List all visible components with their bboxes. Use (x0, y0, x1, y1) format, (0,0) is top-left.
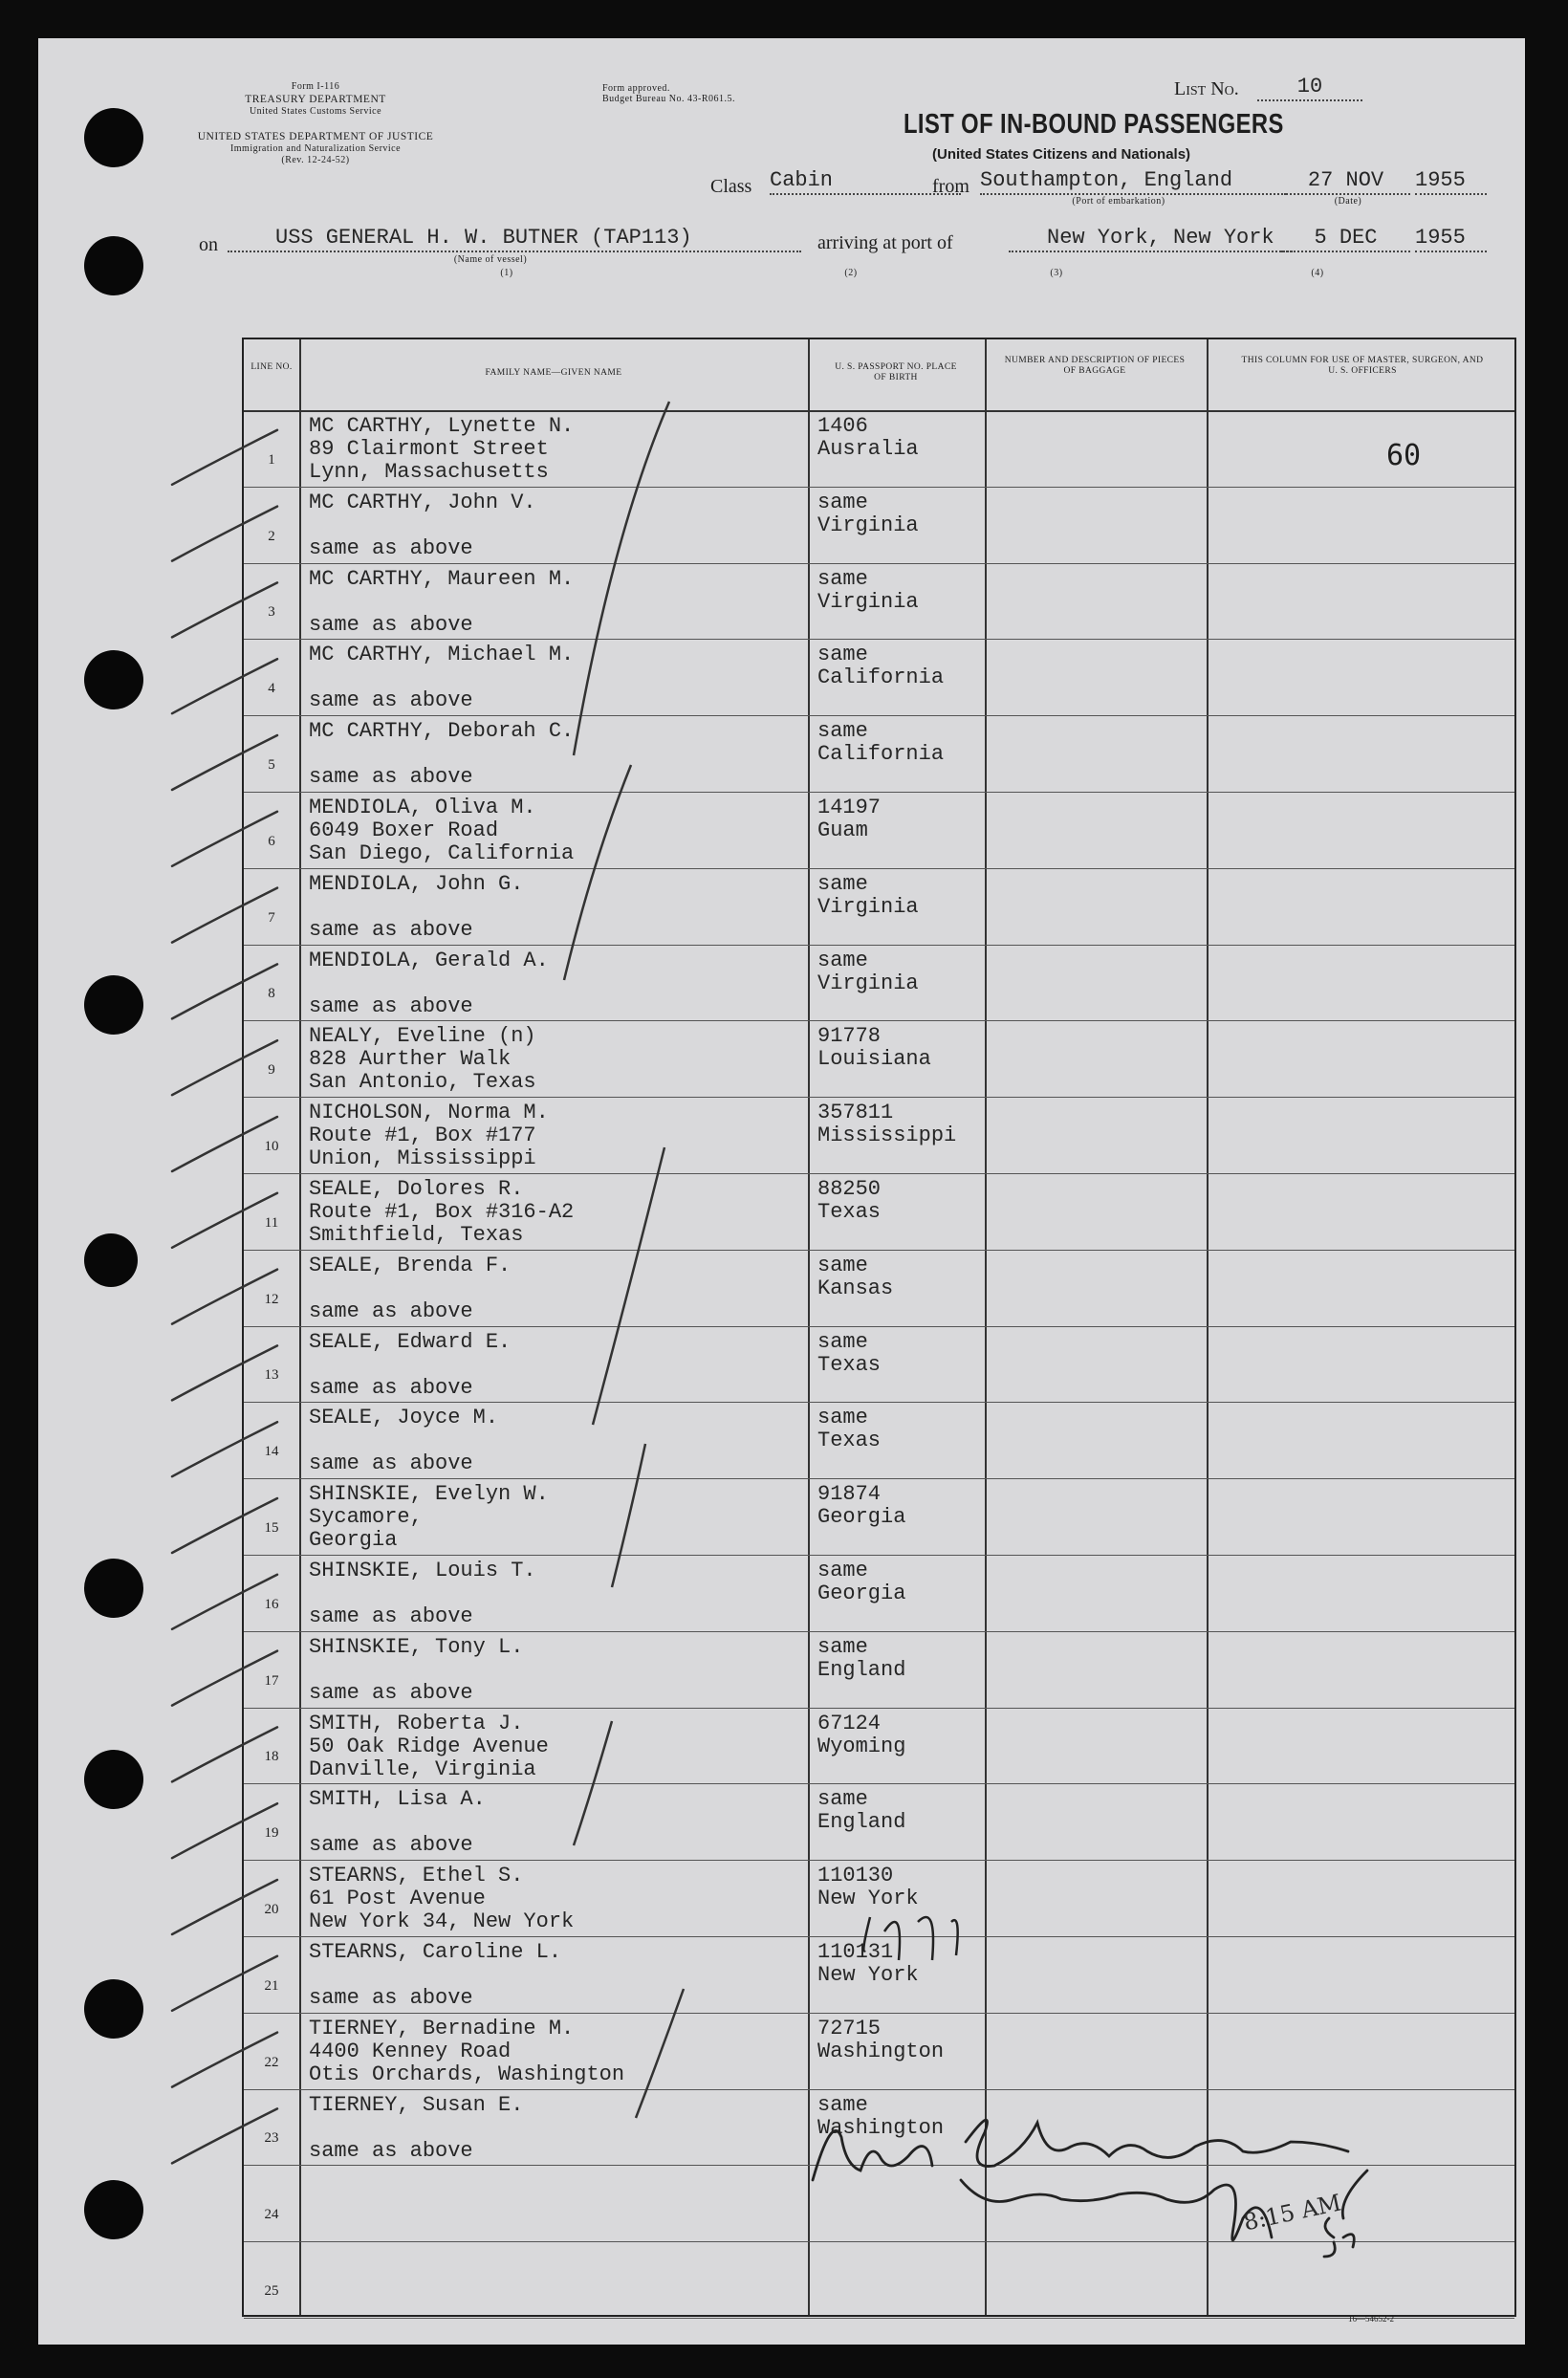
passenger-address: New York 34, New York (309, 1909, 575, 1934)
from-label: from (932, 176, 969, 197)
line-number: 23 (264, 2130, 279, 2147)
passenger-address: Lynn, Massachusetts (309, 460, 549, 484)
passenger-address: Otis Orchards, Washington (309, 2062, 625, 2086)
passenger-address: same as above (309, 1833, 473, 1858)
year-1: 1955 (1415, 168, 1487, 195)
header-name: FAMILY NAME—GIVEN NAME (485, 368, 622, 378)
passport-number: same (817, 1329, 868, 1354)
check-mark (172, 1345, 277, 1400)
check-mark (172, 1880, 277, 1934)
place-of-birth: Virginia (817, 589, 919, 614)
place-of-birth: Texas (817, 1429, 882, 1453)
check-mark (172, 1040, 277, 1095)
line-number: 20 (264, 1902, 279, 1918)
place-of-birth: Virginia (817, 971, 919, 995)
line-number: 24 (264, 2207, 279, 2223)
check-mark (172, 964, 277, 1018)
check-mark (172, 659, 277, 713)
line-number: 7 (268, 909, 275, 926)
passport-number: same (817, 1634, 868, 1659)
passport-number: same (817, 948, 868, 972)
line-number: 22 (264, 2054, 279, 2070)
check-mark (172, 2033, 277, 2087)
check-mark (172, 507, 277, 561)
passenger-address: 6049 Boxer Road (309, 818, 499, 842)
arriving-label: arriving at port of (817, 232, 953, 253)
passport-number: 67124 (817, 1711, 882, 1735)
header-officers: THIS COLUMN FOR USE OF MASTER, SURGEON, AND U. S. OFFICERS (1241, 356, 1484, 376)
passport-number: 88250 (817, 1177, 882, 1201)
passenger-name: SEALE, Brenda F. (309, 1253, 512, 1277)
passenger-name: TIERNEY, Susan E. (309, 2092, 524, 2117)
place-of-birth: New York (817, 1887, 919, 1911)
passenger-name: SHINSKIE, Evelyn W. (309, 1482, 549, 1507)
header-line-no: LINE NO. (250, 362, 293, 372)
passenger-address: Danville, Virginia (309, 1756, 536, 1781)
check-mark (172, 2108, 277, 2163)
line-number: 13 (264, 1367, 279, 1384)
line-number: 18 (264, 1749, 279, 1765)
line-number: 9 (268, 1062, 275, 1079)
budget-number: Budget Bureau No. 43-R061.5. (602, 94, 735, 104)
passport-number: 110130 (817, 1864, 894, 1888)
list-no-value: 10 (1257, 75, 1362, 101)
line-number: 15 (264, 1520, 279, 1537)
check-mark (172, 430, 277, 485)
check-mark (172, 1803, 277, 1858)
passport-number: same (817, 871, 868, 896)
check-mark (172, 1498, 277, 1553)
bracket-stroke (574, 1721, 612, 1845)
form-approved: Form approved. (602, 83, 670, 94)
vessel-caption: (Name of vessel) (453, 254, 528, 265)
passenger-address: same as above (309, 2138, 473, 2163)
passenger-address: same as above (309, 1604, 473, 1628)
from-caption: (Port of embarkation) (1072, 196, 1165, 207)
passport-number: same (817, 719, 868, 744)
header-passport: U. S. PASSPORT NO. PLACE OF BIRTH (835, 362, 957, 382)
passport-number: 72715 (817, 2016, 882, 2040)
passenger-address: 4400 Kenney Road (309, 2039, 512, 2063)
line-number: 10 (264, 1139, 279, 1155)
passenger-name: MENDIOLA, Oliva M. (309, 796, 536, 819)
handwritten-passport-110131 (863, 1917, 957, 1960)
passenger-address: 50 Oak Ridge Avenue (309, 1734, 549, 1758)
signature-time: 8:15 AM (1241, 2189, 1344, 2236)
passenger-name: STEARNS, Ethel S. (309, 1864, 524, 1888)
col-marker-2: (2) (844, 268, 858, 278)
passenger-address: same as above (309, 612, 473, 637)
line-number: 17 (264, 1672, 279, 1689)
customs-label: United States Customs Service (249, 106, 382, 117)
place-of-birth: Washington (817, 2115, 945, 2140)
date-value: 27 NOV (1281, 168, 1410, 195)
passport-number: 91778 (817, 1024, 882, 1049)
line-number: 8 (268, 986, 275, 1002)
bracket-stroke (593, 1147, 664, 1425)
line-number: 21 (264, 1977, 279, 1994)
check-mark (172, 582, 277, 637)
document-title: LIST OF IN-BOUND PASSENGERS (904, 109, 1284, 140)
passenger-address: same as above (309, 917, 473, 942)
passport-number: same (817, 1406, 868, 1430)
line-number: 1 (268, 451, 275, 468)
passenger-name: MC CARTHY, Michael M. (309, 643, 575, 667)
passenger-name: MC CARTHY, Maureen M. (309, 566, 575, 591)
place-of-birth: Louisiana (817, 1047, 931, 1072)
place-of-birth: California (817, 665, 945, 690)
passenger-address: Georgia (309, 1528, 398, 1553)
line-number: 11 (264, 1214, 279, 1231)
place-of-birth: Washington (817, 2039, 945, 2063)
form-number: Form I-116 (291, 81, 340, 92)
year-2: 1955 (1415, 226, 1487, 252)
on-label: on (199, 234, 218, 255)
passenger-address: same as above (309, 1986, 473, 2010)
passenger-address: Union, Mississippi (309, 1146, 536, 1171)
passenger-name: SEALE, Joyce M. (309, 1406, 499, 1430)
place-of-birth: Virginia (817, 894, 919, 919)
check-mark (172, 1422, 277, 1476)
check-mark (172, 1956, 277, 2011)
col-marker-3: (3) (1050, 268, 1063, 278)
place-of-birth: Kansas (817, 1276, 894, 1300)
document-subtitle: (United States Citizens and Nationals) (932, 146, 1191, 163)
revision-label: (Rev. 12-24-52) (281, 155, 350, 165)
bracket-stroke (564, 765, 631, 980)
line-number: 19 (264, 1825, 279, 1842)
passport-number: same (817, 566, 868, 591)
place-of-birth: California (817, 742, 945, 767)
passenger-name: SMITH, Lisa A. (309, 1787, 486, 1812)
passenger-name: SHINSKIE, Tony L. (309, 1634, 524, 1659)
check-mark (172, 1117, 277, 1171)
justice-label: UNITED STATES DEPARTMENT OF JUSTICE (197, 131, 434, 142)
check-mark (172, 1727, 277, 1781)
passenger-address: Sycamore, (309, 1505, 423, 1530)
passenger-address: same as above (309, 1375, 473, 1400)
passport-number: 110131 (817, 1940, 894, 1964)
line-number: 25 (264, 2283, 279, 2300)
passenger-address: 61 Post Avenue (309, 1887, 486, 1911)
passenger-address: San Antonio, Texas (309, 1070, 536, 1095)
footer-code: 16—54652-2 (1348, 2314, 1394, 2323)
place-of-birth: Wyoming (817, 1734, 906, 1758)
place-of-birth: Virginia (817, 513, 919, 537)
check-mark (172, 1270, 277, 1324)
passenger-name: MC CARTHY, Deborah C. (309, 719, 575, 744)
passenger-address: San Diego, California (309, 841, 575, 865)
check-mark (172, 812, 277, 866)
passenger-address: same as above (309, 765, 473, 790)
passenger-address: same as above (309, 993, 473, 1018)
officer-note: 60 (1386, 439, 1422, 472)
passenger-name: SMITH, Roberta J. (309, 1711, 524, 1735)
place-of-birth: Georgia (817, 1582, 906, 1605)
class-label: Class (710, 176, 752, 197)
place-of-birth: Mississippi (817, 1124, 957, 1148)
passenger-name: MC CARTHY, John V. (309, 490, 536, 514)
line-number: 6 (268, 833, 275, 849)
line-number: 3 (268, 604, 275, 621)
passport-number: 14197 (817, 796, 882, 819)
passenger-name: SHINSKIE, Louis T. (309, 1559, 536, 1582)
check-mark (172, 735, 277, 790)
check-mark (172, 1651, 277, 1706)
passenger-address: Smithfield, Texas (309, 1223, 524, 1247)
line-number: 12 (264, 1291, 279, 1307)
passenger-address: same as above (309, 1298, 473, 1323)
passenger-name: NICHOLSON, Norma M. (309, 1101, 549, 1125)
bracket-stroke (636, 1989, 684, 2118)
check-mark (172, 1193, 277, 1248)
place-of-birth: New York (817, 1963, 919, 1987)
from-value: Southampton, England (980, 168, 1286, 195)
class-value: Cabin (770, 168, 961, 195)
bracket-stroke (612, 1444, 645, 1587)
header-baggage: NUMBER AND DESCRIPTION OF PIECES OF BAGGAGE (1004, 356, 1186, 376)
check-mark (172, 1575, 277, 1629)
vessel-name: USS GENERAL H. W. BUTNER (TAP113) (228, 226, 801, 252)
place-of-birth: Texas (817, 1352, 882, 1377)
passport-number: same (817, 490, 868, 514)
place-of-birth: Guam (817, 818, 868, 842)
place-of-birth: Georgia (817, 1505, 906, 1530)
passenger-address: same as above (309, 535, 473, 560)
place-of-birth: England (817, 1810, 906, 1835)
port-value: New York, New York (1009, 226, 1296, 252)
passenger-name: MC CARTHY, Lynette N. (309, 414, 575, 438)
date-caption: (Date) (1334, 196, 1362, 207)
passenger-address: 89 Clairmont Street (309, 437, 549, 461)
passport-number: same (817, 1253, 868, 1277)
passenger-address: same as above (309, 1451, 473, 1476)
passenger-name: STEARNS, Caroline L. (309, 1940, 562, 1964)
signature (813, 2120, 1367, 2257)
passenger-name: SEALE, Edward E. (309, 1329, 512, 1354)
line-number: 14 (264, 1444, 279, 1460)
passenger-name: NEALY, Eveline (n) (309, 1024, 536, 1049)
line-number: 2 (268, 528, 275, 544)
passport-number: 357811 (817, 1101, 894, 1125)
passenger-address: 828 Aurther Walk (309, 1047, 512, 1072)
passport-number: same (817, 2092, 868, 2117)
passenger-address: Route #1, Box #316-A2 (309, 1200, 575, 1224)
passenger-address: Route #1, Box #177 (309, 1124, 536, 1148)
col-marker-1: (1) (500, 268, 513, 278)
treasury-label: TREASURY DEPARTMENT (245, 94, 386, 105)
place-of-birth: England (817, 1657, 906, 1682)
passport-number: same (817, 1787, 868, 1812)
passport-number: same (817, 1559, 868, 1582)
place-of-birth: Ausralia (817, 437, 919, 461)
ins-label: Immigration and Naturalization Service (229, 143, 402, 154)
line-number: 5 (268, 757, 275, 774)
passport-number: 1406 (817, 414, 868, 438)
arrival-date: 5 DEC (1281, 226, 1410, 252)
line-number: 16 (264, 1596, 279, 1612)
passenger-address: same as above (309, 688, 473, 713)
col-marker-4: (4) (1311, 268, 1324, 278)
passenger-name: TIERNEY, Bernadine M. (309, 2016, 575, 2040)
place-of-birth: Texas (817, 1200, 882, 1224)
line-number: 4 (268, 681, 275, 697)
passenger-address: same as above (309, 1680, 473, 1705)
check-mark (172, 888, 277, 943)
passenger-name: MENDIOLA, Gerald A. (309, 948, 549, 972)
passport-number: 91874 (817, 1482, 882, 1507)
list-no-label: List No. (1174, 78, 1239, 99)
passenger-name: MENDIOLA, John G. (309, 871, 524, 896)
passport-number: same (817, 643, 868, 667)
passenger-name: SEALE, Dolores R. (309, 1177, 524, 1201)
bracket-stroke (574, 402, 669, 755)
